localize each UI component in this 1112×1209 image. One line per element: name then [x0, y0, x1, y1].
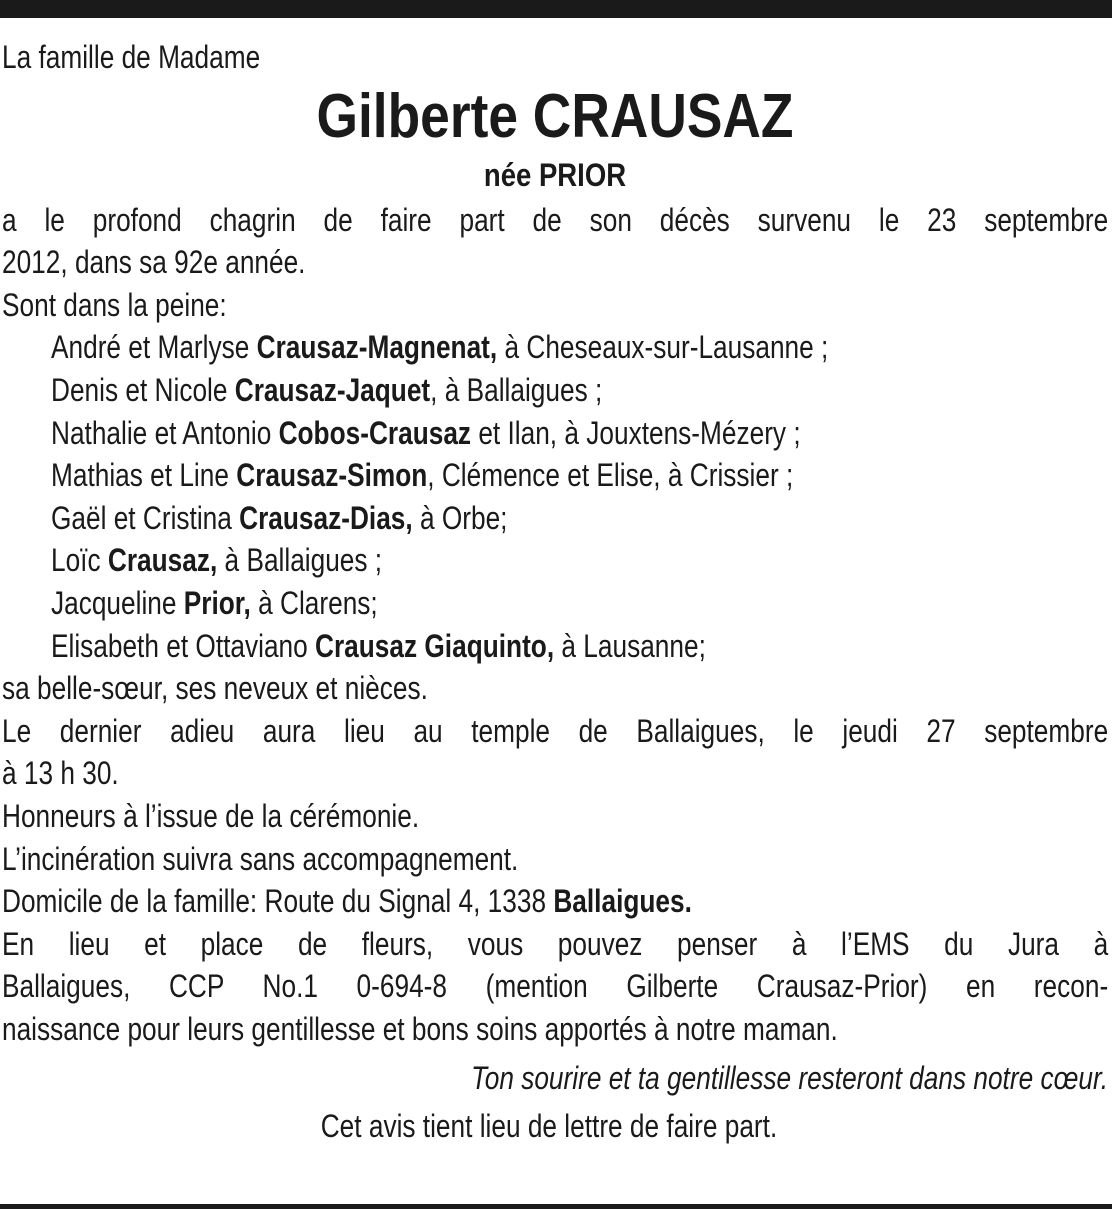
domicile-line [2, 880, 909, 923]
mourner-entry [51, 326, 918, 369]
donation-line-3: naissance pour leurs gentillesse et bons soins apportés à notre maman. [2, 1010, 838, 1047]
mourner-entry [51, 454, 918, 497]
donation-line-2: Ballaigues, CCP No.1 0-694-8 (mention Gilberte Crausaz-Prior) en recon- [2, 968, 1109, 1005]
mourner-given-names: Loïc [51, 542, 108, 579]
mourner-entry [51, 497, 918, 540]
mourner-given-names: Gaël et Cristina [51, 499, 240, 536]
mourner-given-names: Nathalie et Antonio [51, 414, 279, 451]
mourner-given-names: Jacqueline [51, 584, 184, 621]
mourner-given-names: Denis et Nicole [51, 371, 235, 408]
mourner-location: à Cheseaux-sur-Lausanne ; [497, 329, 829, 366]
mourner-location: à Clarens; [250, 584, 378, 621]
announcement-line-2: 2012, dans sa 92e année. [2, 244, 306, 281]
mourners-list [2, 326, 1108, 667]
announcement-line-1: a le profond chagrin de faire part de son décès survenu le 23 septembre [2, 201, 1109, 238]
domicile-address: Domicile de la famille: Route du Signal 4, 1338 [2, 883, 554, 920]
mourner-location: , à Ballaigues ; [430, 371, 603, 408]
mourner-entry [51, 539, 918, 582]
cremation-line: L’incinération suivra sans accompagnement. [2, 840, 519, 877]
mourner-given-names: Mathias et Line [51, 457, 237, 494]
mourner-surname: Crausaz-Jaquet [234, 371, 431, 408]
honours-line: Honneurs à l’issue de la cérémonie. [2, 797, 420, 834]
mourner-location: , Clémence et Elise, à Crissier ; [427, 457, 794, 494]
deceased-name: Gilberte CRAUSAZ [316, 81, 794, 151]
mourner-location: à Orbe; [412, 499, 508, 536]
mourner-surname: Crausaz Giaquinto, [315, 627, 555, 664]
mourner-location: à Lausanne; [554, 627, 706, 664]
mourner-surname: Crausaz, [107, 542, 218, 579]
mourner-surname: Crausaz-Simon [236, 457, 428, 494]
donation-line-1: En lieu et place de fleurs, vous pouvez penser à l’EMS du Jura à [2, 925, 1109, 962]
relatives-line: sa belle-sœur, ses neveux et nièces. [2, 670, 428, 707]
mourner-entry [51, 582, 918, 625]
maiden-name: née PRIOR [483, 156, 627, 193]
mourner-surname: Prior, [183, 584, 251, 621]
mourner-given-names: Elisabeth et Ottaviano [51, 627, 316, 664]
closing-statement: Cet avis tient lieu de lettre de faire part. [320, 1108, 778, 1145]
top-rule [0, 0, 1112, 18]
bottom-rule [0, 1204, 1112, 1209]
mourner-surname: Crausaz-Dias, [239, 499, 413, 536]
mourner-location: et Ilan, à Jouxtens-Mézery ; [471, 414, 801, 451]
mourner-entry [51, 369, 918, 412]
mourner-entry [51, 625, 918, 668]
mourner-given-names: André et Marlyse [51, 329, 257, 366]
ceremony-line-1: Le dernier adieu aura lieu au temple de Ballaigues, le jeudi 27 septembre [2, 712, 1109, 749]
mourner-location: à Ballaigues ; [217, 542, 383, 579]
mourner-surname: Crausaz-Magnenat, [256, 329, 498, 366]
ceremony-line-2: à 13 h 30. [2, 755, 119, 792]
death-notice [2, 36, 1108, 1148]
intro-line: La famille de Madame [2, 39, 261, 75]
memorial-quote: Ton sourire et ta gentillesse resteront dans notre cœur. [471, 1060, 1108, 1097]
mourner-surname: Cobos-Crausaz [278, 414, 472, 451]
mourners-heading: Sont dans la peine: [2, 286, 227, 323]
mourner-entry [51, 412, 918, 455]
domicile-town: Ballaigues. [553, 883, 692, 920]
